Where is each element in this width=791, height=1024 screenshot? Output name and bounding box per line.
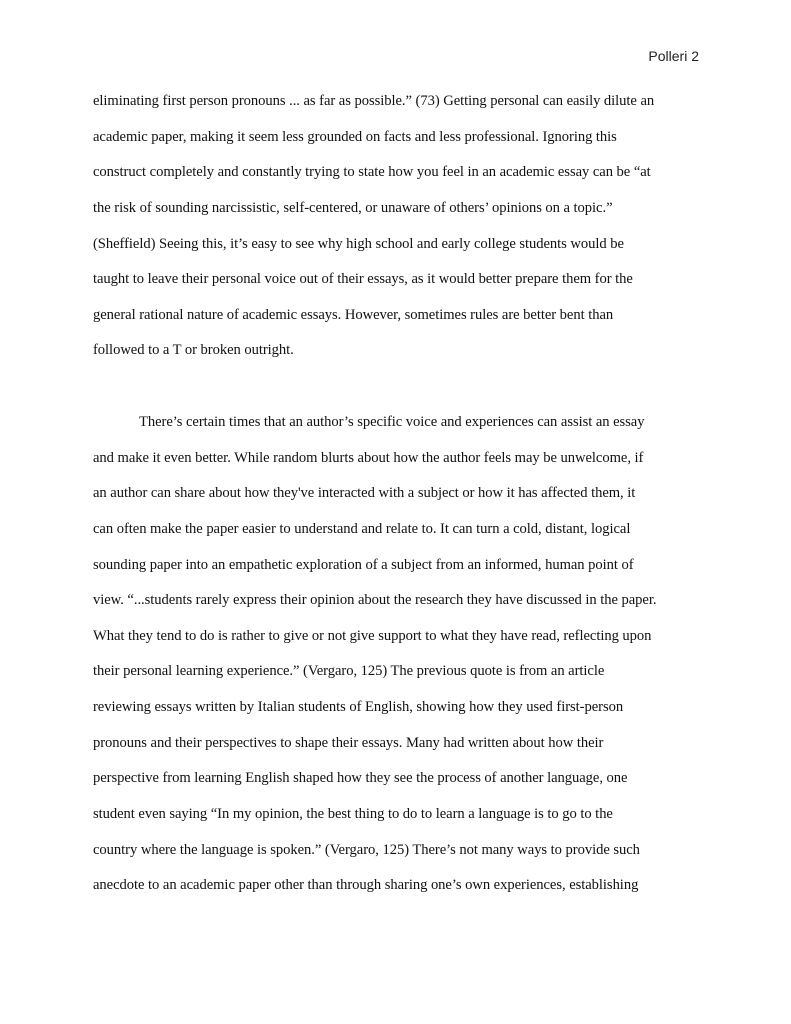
text-line: (Sheffield) Seeing this, it’s easy to see why high school and early college students would be — [93, 235, 624, 252]
text-line: What they tend to do is rather to give or not give support to what they have read, reflecting upon — [93, 627, 652, 644]
text-line: general rational nature of academic essays. However, sometimes rules are better bent than — [93, 306, 614, 323]
text-line: eliminating first person pronouns ... as far as possible.” (73) Getting personal can easily dilute an — [93, 93, 655, 109]
text-line: pronouns and their perspectives to shape their essays. Many had written about how their — [93, 734, 604, 751]
text-line: view. “...students rarely express their opinion about the research they have discussed in the paper. — [93, 592, 657, 609]
text-line: construct completely and constantly trying to state how you feel in an academic essay can be “at — [93, 164, 651, 181]
text-line: There’s certain times that an author’s specific voice and experiences can assist an essay — [139, 414, 645, 430]
text-line: reviewing essays written by Italian students of English, showing how they used first-person — [93, 699, 624, 716]
page-header: Polleri 2 — [648, 48, 699, 64]
text-line: and make it even better. While random blurts about how the author feels may be unwelcome, if — [93, 449, 644, 466]
text-line: the risk of sounding narcissistic, self-centered, or unaware of others’ opinions on a topic.” — [93, 199, 613, 216]
text-line: sounding paper into an empathetic exploration of a subject from an informed, human point of — [93, 556, 634, 573]
paragraph-2 — [93, 405, 703, 904]
text-line: taught to leave their personal voice out of their essays, as it would better prepare them for the — [93, 271, 633, 288]
text-line: academic paper, making it seem less grounded on facts and less professional. Ignoring this — [93, 128, 617, 145]
paragraph-1 — [93, 84, 703, 369]
text-line: student even saying “In my opinion, the best thing to do to learn a language is to go to the — [93, 806, 613, 823]
text-line: an author can share about how they've interacted with a subject or how it has affected them, it — [93, 485, 636, 502]
text-line: perspective from learning English shaped how they see the process of another language, one — [93, 770, 628, 787]
text-line: country where the language is spoken.” (Vergaro, 125) There’s not many ways to provide such — [93, 841, 640, 858]
text-line: can often make the paper easier to understand and relate to. It can turn a cold, distant, logical — [93, 520, 631, 537]
text-line: their personal learning experience.” (Vergaro, 125) The previous quote is from an article — [93, 663, 605, 680]
text-line: followed to a T or broken outright. — [93, 342, 294, 359]
text-line: anecdote to an academic paper other than through sharing one’s own experiences, establishing — [93, 877, 639, 894]
